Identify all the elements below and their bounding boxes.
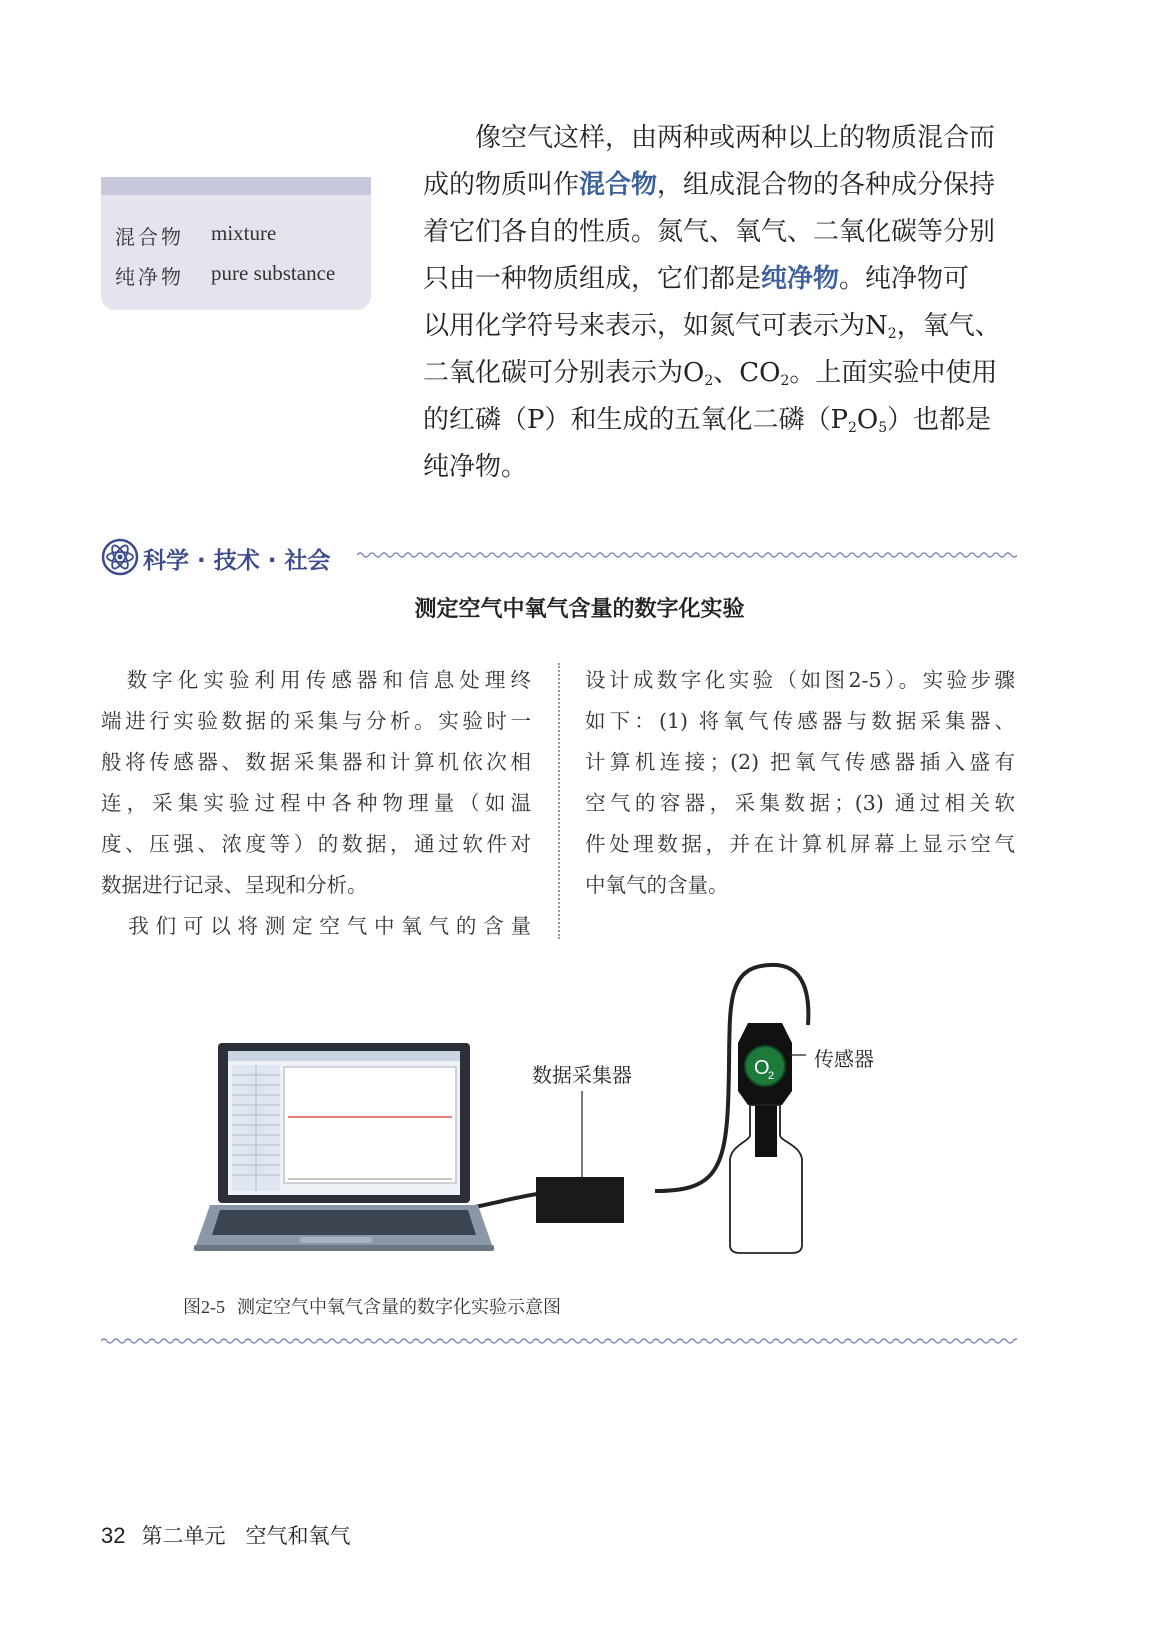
column-line: 度、压强、浓度等）的数据，通过软件对 [101, 832, 531, 856]
column-line: 连，采集实验过程中各种物理量（如温 [101, 791, 531, 815]
term-mixture: 混合物 [579, 170, 658, 200]
paragraph-line: 二氧化碳可分别表示为$O_2$、$CO_2$。上面实验中使用 [423, 358, 998, 389]
term-pure-substance: 纯净物 [761, 264, 840, 294]
column-line: 端进行实验数据的采集与分析。实验时一 [101, 709, 531, 733]
column-line: 设计成数字化实验（如图2-5）。实验步骤 [585, 668, 1015, 692]
page-number: 32 [101, 1523, 126, 1548]
glossary-item-mixture [115, 221, 277, 250]
glossary-term-en: pure substance [211, 261, 336, 285]
atom-icon [101, 538, 139, 576]
unit-name: 第二单元 [141, 1524, 226, 1548]
figure-2-5 [180, 955, 880, 1285]
sts-title: 科学 · 技术 · 社会 [143, 548, 331, 574]
unit-title: 空气和氧气 [245, 1524, 351, 1548]
glossary-term-zh: 混合物 [115, 225, 184, 249]
paragraph-line: 以用化学符号来表示，如氮气可表示为$N_2$，氧气、 [423, 311, 1001, 342]
column-line: 数据进行记录、呈现和分析。 [101, 873, 368, 897]
column-line: 计算机连接；(2) 把氧气传感器插入盛有 [585, 750, 1015, 774]
wavy-divider-top [357, 550, 1017, 560]
column-line: 我们可以将测定空气中氧气的含量 [101, 914, 531, 938]
main-paragraph [423, 115, 1015, 491]
section-title: 测定空气中氧气含量的数字化实验 [414, 596, 745, 622]
data-collector [536, 1177, 624, 1223]
paragraph-line: 像空气这样，由两种或两种以上的物质混合而 [475, 123, 996, 153]
collector-label: 数据采集器 [532, 1063, 632, 1087]
experiment-illustration [180, 955, 880, 1285]
sensor-o-label: O [754, 1057, 770, 1079]
paragraph-line: 着它们各自的性质。氮气、氧气、二氧化碳等分别 [423, 217, 996, 247]
column-line: 件处理数据，并在计算机屏幕上显示空气 [585, 832, 1015, 856]
laptop [194, 1043, 494, 1251]
page-footer [101, 1520, 350, 1550]
column-line: 数字化实验利用传感器和信息处理终 [101, 668, 531, 692]
glossary-box [101, 177, 371, 310]
paragraph-line: 的红磷（P）和生成的五氧化二磷$(P_2O_5)$也都是 [423, 405, 992, 436]
paragraph-line: 纯净物。 [423, 452, 528, 482]
figure-caption [183, 1293, 561, 1319]
sensor-o-subscript: 2 [768, 1070, 775, 1082]
paragraph-line: 只由一种物质组成，它们都是纯净物。纯净物可 [423, 264, 970, 294]
column-line: 中氧气的含量。 [585, 873, 729, 897]
column-line: 般将传感器、数据采集器和计算机依次相 [101, 750, 531, 774]
right-column [585, 660, 1015, 906]
sensor-label: 传感器 [814, 1047, 874, 1071]
column-line: 如下：(1) 将氧气传感器与数据采集器、 [585, 709, 1015, 733]
glossary-header-bar [101, 177, 371, 195]
glossary-term-zh: 纯净物 [115, 265, 184, 289]
figure-number: 图2-5 [183, 1297, 225, 1317]
oxygen-sensor [738, 1023, 792, 1157]
wavy-divider-bottom [101, 1336, 1017, 1346]
figure-caption-text: 测定空气中氧气含量的数字化实验示意图 [237, 1297, 561, 1318]
left-column [101, 660, 531, 947]
column-line: 空气的容器，采集数据；(3) 通过相关软 [585, 791, 1015, 815]
glossary-item-pure-substance [115, 261, 336, 290]
glossary-term-en: mixture [211, 221, 277, 245]
paragraph-line: 成的物质叫作混合物，组成混合物的各种成分保持 [423, 170, 996, 200]
column-divider [558, 663, 560, 939]
